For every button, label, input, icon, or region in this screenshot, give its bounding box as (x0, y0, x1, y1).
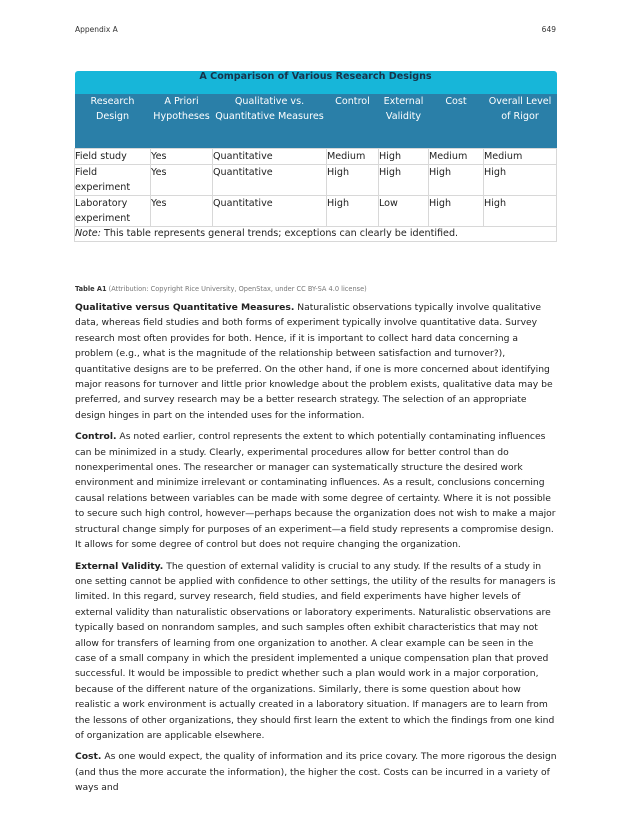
running-header-section: Appendix A (75, 25, 118, 34)
column-header: Qualitative vs. Quantitative Measures (213, 94, 327, 149)
table-cell: Quantitative (213, 165, 327, 196)
table-cell: Yes (151, 149, 213, 165)
column-header: Research Design (75, 94, 151, 149)
paragraph-text: The question of external validity is crucial to any study. If the results of a study in one setting cannot be applied with confidence to other settings, the utility of the results for managers is limited. In this regard, survey research, field studies, and field experiments have higher levels of external validity than naturalistic observations or laboratory experiments. Naturalistic observations are typically based on nonrandom samples, and such samples often exhibit characteristics that may not allow for transfers of learning from one organization to another. A clear example can be seen in the case of a small company in which the president implemented a unique compensation plan that proved successful. It would be impossible to predict whether such a plan would work in a major corporation, because of the different nature of the organizations. Similarly, there is some question about how realistic a work environment is actually created in a laboratory situation. If managers are to learn from the lessons of other organizations, they should first learn the extent to which the findings from one kind of organization are applicable elsewhere. (75, 560, 556, 741)
table-title: A Comparison of Various Research Designs (75, 71, 557, 94)
table-cell: High (327, 165, 379, 196)
table-cell: High (379, 149, 429, 165)
table-body (75, 149, 557, 227)
table-cell: High (379, 165, 429, 196)
paragraph-text: As noted earlier, control represents the extent to which potentially contaminating influences can be minimized in a study. Clearly, experimental procedures allow for better control than do nonexperimental ones. The researcher or manager can systematically structure the desired work environment and minimize irrelevant or contaminating influences. As a result, conclusions concerning causal relations between variables can be made with some degree of certainty. Where it is not possible to secure such high control, however—perhaps because the organization does not wish to make a major structural change simply for purposes of an experiment—a field study represents a compromise design. It allows for some degree of control but does not require changing the organization. (75, 431, 556, 551)
column-header: Cost (429, 94, 484, 149)
table-header-row (75, 94, 557, 149)
table-cell: Yes (151, 165, 213, 196)
paragraph (75, 300, 557, 423)
table-cell: Yes (151, 196, 213, 227)
table-row (75, 165, 557, 196)
table-cell: Medium (484, 149, 557, 165)
table-cell: High (484, 196, 557, 227)
body-text (75, 300, 557, 802)
table-cell: Field experiment (75, 165, 151, 196)
note-label: Note: (75, 228, 101, 239)
table-note (75, 227, 557, 242)
comparison-table (74, 71, 557, 242)
table-cell: Quantitative (213, 196, 327, 227)
paragraph-lead: Cost. (75, 751, 102, 763)
paragraph-text: Naturalistic observations typically involve qualitative data, whereas field studies and both forms of experiment typically involve quantitative data. Survey research most often provides for both. Hence, if it is important to collect hard data concerning a problem (e.g., what is the magnitude of the relationship between satisfaction and turnover?), quantitative designs are to be preferred. On the other hand, if one is more concerned about identifying major reasons for turnover and little prior knowledge about the problem exists, qualitative data may be preferred, and survey research may be a better research strategy. The selection of an appropriate design hinges in part on the intended uses for the information. (75, 302, 553, 421)
table-row (75, 196, 557, 227)
table-cell: Field study (75, 149, 151, 165)
paragraph-lead: Qualitative versus Quantitative Measures. (75, 302, 295, 313)
table-cell: High (327, 196, 379, 227)
table-caption (75, 285, 367, 293)
column-header: Control (327, 94, 379, 149)
page-number: 649 (541, 25, 556, 34)
table-row (75, 149, 557, 165)
table-cell: Medium (429, 149, 484, 165)
table-cell: High (429, 196, 484, 227)
paragraph-lead: External Validity. (75, 560, 164, 572)
paragraph-text: As one would expect, the quality of information and its price covary. The more rigorous the design (and thus the more accurate the information), the higher the cost. Costs can be incurred in a variety of ways and (75, 751, 557, 794)
column-header: Overall Level of Rigor (484, 94, 557, 149)
column-header: A Priori Hypotheses (151, 94, 213, 149)
table-cell: Laboratory experiment (75, 196, 151, 227)
paragraph-lead: Control. (75, 431, 117, 443)
paragraph (75, 749, 557, 795)
table-cell: Quantitative (213, 149, 327, 165)
table-cell: Low (379, 196, 429, 227)
table-cell: High (484, 165, 557, 196)
paragraph (75, 429, 557, 552)
table-caption-attribution: (Attribution: Copyright Rice University, OpenStax, under CC BY-SA 4.0 license) (108, 285, 367, 293)
table-cell: Medium (327, 149, 379, 165)
column-header: External Validity (379, 94, 429, 149)
note-text: This table represents general trends; exceptions can clearly be identified. (100, 228, 459, 239)
table-caption-label: Table A1 (75, 285, 107, 293)
paragraph (75, 559, 557, 744)
table-cell: High (429, 165, 484, 196)
